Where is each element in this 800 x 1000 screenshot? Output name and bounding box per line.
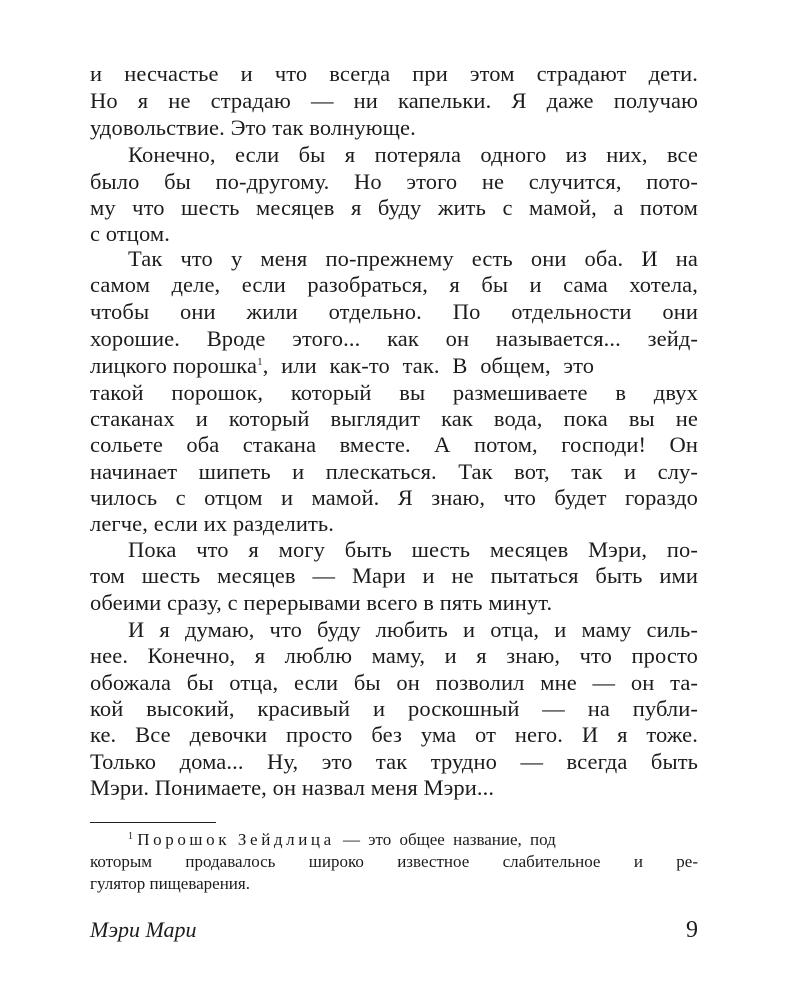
page-number: 9 [686, 917, 698, 943]
text-line: сольете оба стакана вместе. А потом, господи! Он [90, 432, 698, 457]
text-line: с отцом. [90, 221, 170, 246]
text-line: хорошие. Вроде этого... как он называется... зейд- [90, 326, 698, 351]
text-line-start: лицкого порошка [90, 353, 258, 378]
text-line-end: , или как-то так. В общем, это [262, 353, 595, 378]
footnote-number: 1 [128, 831, 133, 842]
text-line: легче, если их разделить. [90, 511, 334, 536]
text-line: Конечно, если бы я потеряла одного из них, все [128, 142, 698, 167]
running-title: Мэри Мари [90, 917, 197, 942]
footnote-separator [90, 822, 216, 823]
footnote-mark: 1 [257, 356, 263, 368]
text-line: том шесть месяцев — Мари и не пытаться быть ими [90, 563, 698, 588]
text-line: обеими сразу, с перерывами всего в пять минут. [90, 590, 553, 615]
text-line: чилось с отцом и мамой. Я знаю, что будет гораздо [90, 485, 698, 510]
text-line: И я думаю, что буду любить и отца, и маму силь- [128, 617, 698, 642]
text-line: чтобы они жили отдельно. По отдельности они [90, 299, 698, 324]
text-line: было бы по-другому. Но этого не случится, пото- [90, 169, 698, 194]
text-line: и несчастье и что всегда при этом страдают дети. [90, 61, 698, 86]
text-line: самом деле, если разобраться, я бы и сама хотела, [90, 272, 698, 297]
footnote-text: — это общее название, под [334, 830, 556, 849]
text-line: Мэри. Понимаете, он назвал меня Мэри... [90, 775, 495, 800]
text-line: удовольствие. Это так волнующе. [90, 115, 416, 140]
text-line [90, 353, 698, 379]
footnote-line: гулятор пищеварения. [90, 874, 250, 893]
footnote-term: Порошок Зейдлица [137, 830, 335, 849]
text-line: му что шесть месяцев я буду жить с мамой, а потом [90, 195, 698, 220]
text-line: Только дома... Ну, это так трудно — всегда быть [90, 749, 698, 774]
footnote-line [90, 829, 698, 851]
footnote-line: которым продавалось широко известное слабительное и ре- [90, 852, 698, 871]
text-line: стаканах и который выглядит как вода, пока вы не [90, 406, 698, 431]
book-page [90, 0, 698, 1000]
text-line: кой высокий, красивый и роскошный — на публи- [90, 696, 698, 721]
text-line: такой порошок, который вы размешиваете в двух [90, 380, 698, 405]
text-line: Пока что я могу быть шесть месяцев Мэри, по- [128, 537, 698, 562]
text-line: Так что у меня по-прежнему есть они оба. И на [128, 246, 698, 271]
text-line: ке. Все девочки просто без ума от него. И я тоже. [90, 722, 698, 747]
text-line: Но я не страдаю — ни капельки. Я даже получаю [90, 88, 698, 113]
text-line: начинает шипеть и плескаться. Так вот, так и слу- [90, 459, 698, 484]
text-line: нее. Конечно, я люблю маму, и я знаю, что просто [90, 643, 698, 668]
text-line: обожала бы отца, если бы он позволил мне — он та- [90, 670, 698, 695]
